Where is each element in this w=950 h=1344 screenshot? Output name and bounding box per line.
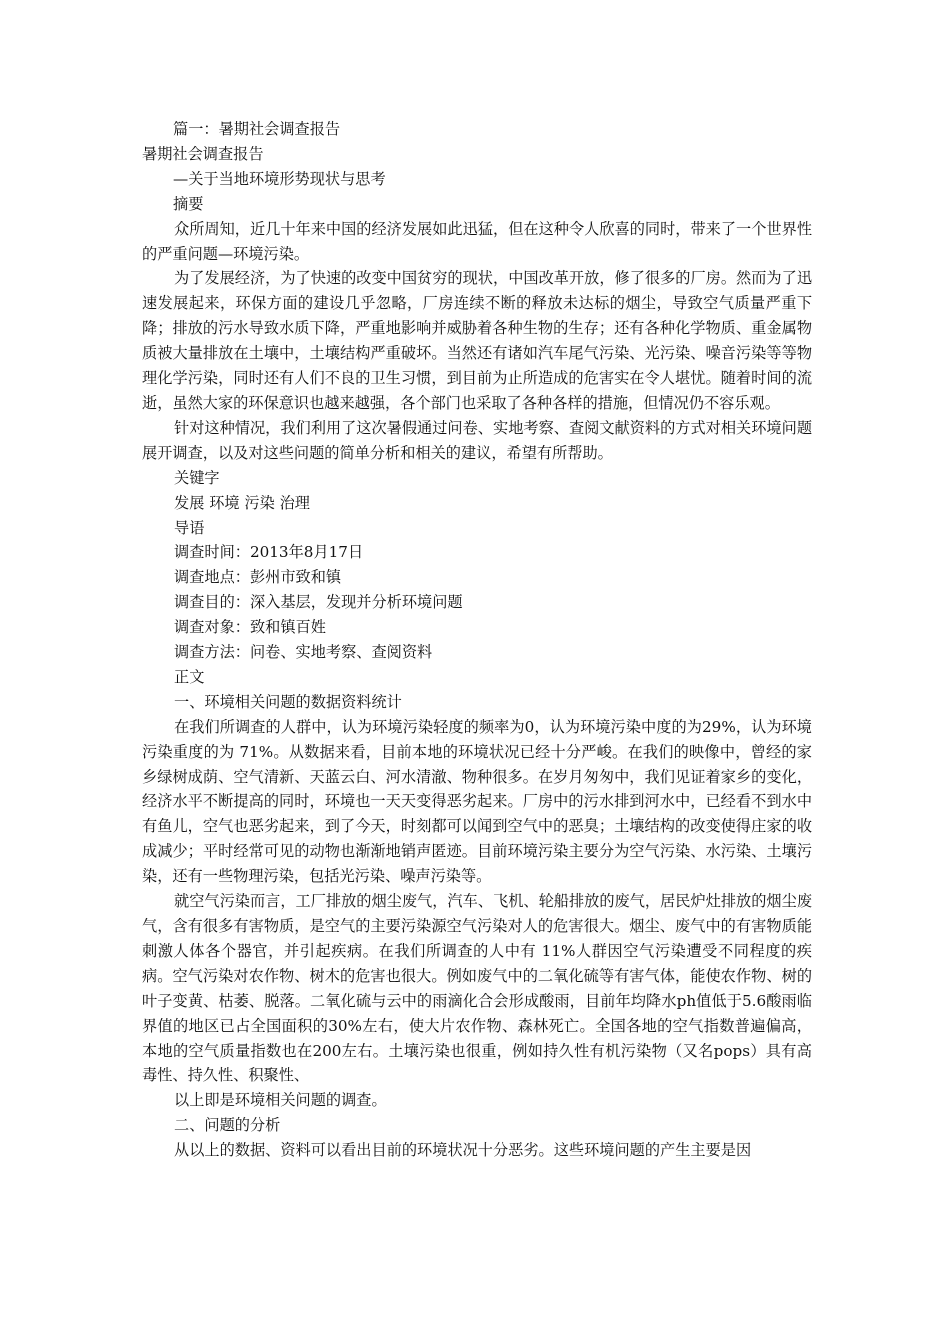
report-title: 暑期社会调查报告 [142, 144, 264, 163]
abstract-heading: 摘要 [173, 194, 204, 213]
body-heading: 正文 [174, 667, 205, 686]
survey-place: 调查地点：彭州市致和镇 [174, 568, 342, 587]
document-page [142, 117, 812, 1163]
section-1-heading: 一、环境相关问题的数据资料统计 [174, 692, 402, 711]
keywords: 发展 环境 污染 治理 [174, 493, 310, 512]
survey-time: 调查时间：2013年8月17日 [174, 543, 364, 562]
part-title: 篇一：暑期社会调查报告 [173, 120, 341, 138]
section-1-paragraph-1: 在我们所调查的人群中，认为环境污染轻度的频率为0，认为环境污染中度的为29%，认为环境污染重度的为 71%。从数据来看，目前本地的环境状况已经十分严峻。在我们的映像中，曾经的家乡绿树成荫、空气清新、天蓝云白、河水清澈、物种很多。在岁月匆匆中，我们见证着家乡的变化，经济水平不断提高的同时，环境也一天天变得恶劣起来。厂房中的污水排到河水中，已经看不到水中有鱼儿，空气也恶劣起来，到了今天，时刻都可以闻到空气中的恶臭；土壤结构的改变使得庄家的收成减少；平时经常可见的动物也渐渐地销声匿迹。目前环境污染主要分为空气污染、水污染、土壤污染，还有一些物理污染，包括光污染、噪声污染等。 [142, 717, 812, 886]
keywords-heading: 关键字 [174, 468, 220, 487]
section-2-paragraph-1: 从以上的数据、资料可以看出目前的环境状况十分恶劣。这些环境问题的产生主要是因 [174, 1141, 752, 1160]
survey-purpose: 调查目的：深入基层，发现并分析环境问题 [174, 593, 463, 612]
abstract-paragraph-3: 针对这种情况，我们利用了这次暑假通过问卷、实地考察、查阅文献资料的方式对相关环境问题展开调查，以及对这些问题的简单分析和相关的建议，希望有所帮助。 [142, 418, 812, 462]
section-1-paragraph-2: 就空气污染而言，工厂排放的烟尘废气，汽车、飞机、轮船排放的废气，居民炉灶排放的烟尘废气，含有很多有害物质，是空气的主要污染源空气污染对人的危害很大。烟尘、废气中的有害物质能刺激人体各个器官，并引起疾病。在我们所调查的人中有 11%人群因空气污染遭受不同程度的疾病。空气污染对农作物、树木的危害也很大。例如废气中的二氧化硫等有害气体，能使农作物、树的叶子变黄、枯萎、脱落。二氧化硫与云中的雨滴化合会形成酸雨，目前年均降水ph值低于5.6酸雨临界值的地区已占全国面积的30%左右，使大片农作物、森林死亡。全国各地的空气指数普遍偏高，本地的空气质量指数也在200左右。土壤污染也很重，例如持久性有机污染物（又名pops）具有高毒性、持久性、积聚性、 [142, 892, 812, 1085]
abstract-paragraph-2: 为了发展经济，为了快速的改变中国贫穷的现状，中国改革开放，修了很多的厂房。然而为了迅速发展起来，环保方面的建设几乎忽略，厂房连续不断的释放未达标的烟尘，导致空气质量严重下降；排放的污水导致水质下降，严重地影响并威胁着各种生物的生存；还有各种化学物质、重金属物质被大量排放在土壤中，土壤结构严重破坏。当然还有诸如汽车尾气污染、光污染、噪音污染等等物理化学污染，同时还有人们不良的卫生习惯，到目前为止所造成的危害实在令人堪忧。随着时间的流逝，虽然大家的环保意识也越来越强，各个部门也采取了各种各样的措施，但情况仍不容乐观。 [142, 269, 812, 412]
section-2-heading: 二、问题的分析 [174, 1116, 281, 1135]
survey-method: 调查方法：问卷、实地考察、查阅资料 [174, 643, 433, 662]
report-subtitle: —关于当地环境形势现状与思考 [173, 169, 386, 188]
abstract-paragraph-1: 众所周知，近几十年来中国的经济发展如此迅猛，但在这种令人欣喜的同时，带来了一个世界性的严重问题—环境污染。 [142, 219, 812, 263]
intro-heading: 导语 [174, 518, 205, 537]
survey-object: 调查对象：致和镇百姓 [174, 618, 326, 637]
section-1-conclusion: 以上即是环境相关问题的调查。 [174, 1091, 387, 1110]
